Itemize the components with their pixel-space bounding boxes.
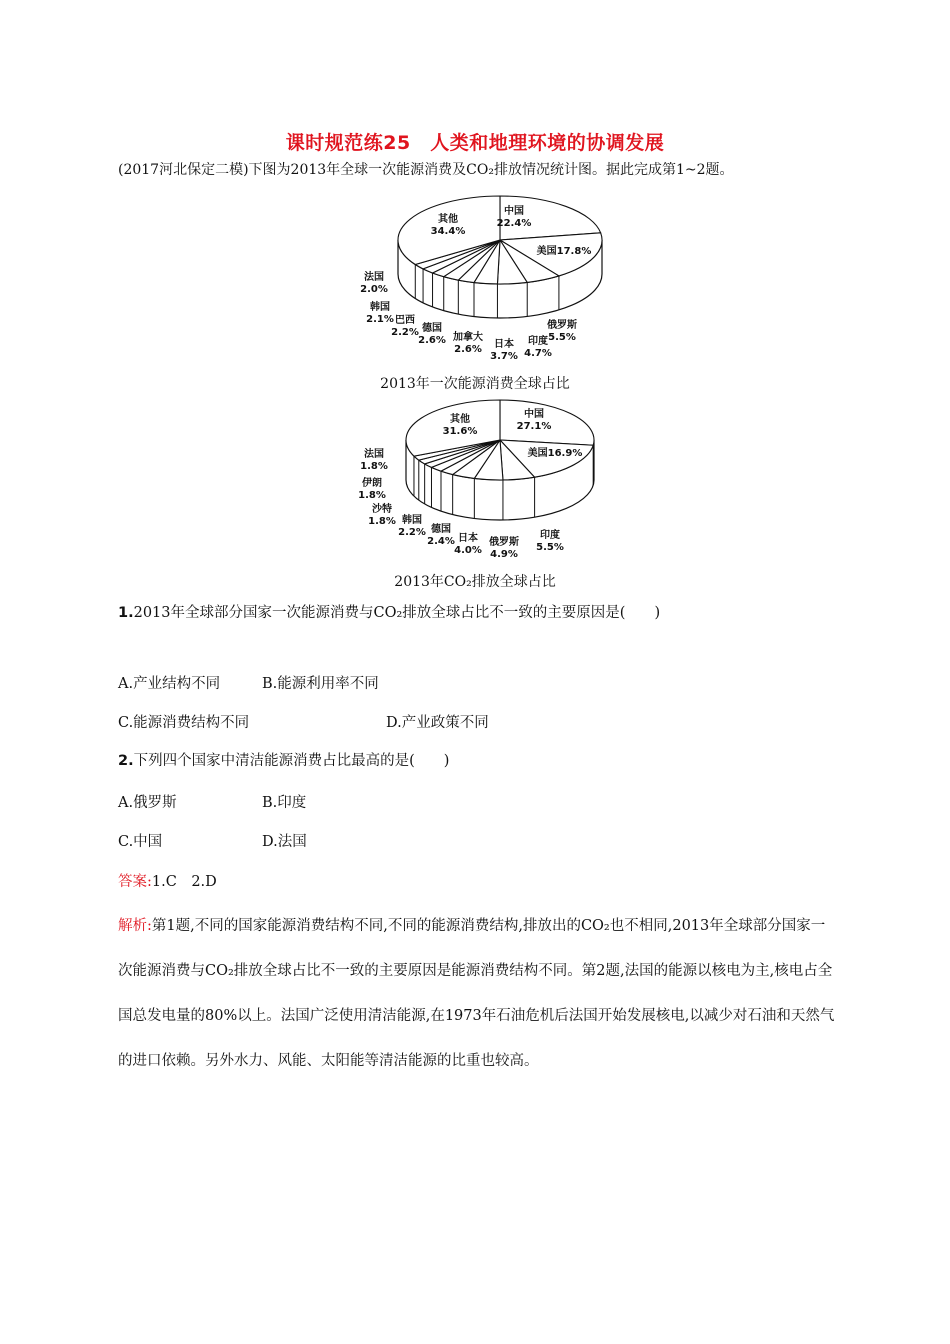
explanation-text: 第1题,不同的国家能源消费结构不同,不同的能源消费结构,排放出的CO₂也不相同,2013年全球部分国家一次能源消费与CO₂排放全球占比不一致的主要原因是能源消费结构不同。第2题,法国的能源以核电为主,核电占全国总发电量的80%以上。法国广泛使用清洁能源,在1973年石油危机后法国开始发展核电,以减少对石油和天然气的进口依赖。另外水力、风能、太阳能等清洁能源的比重也较高。: [118, 918, 835, 1069]
slice-label-name: 韩国: [370, 302, 390, 313]
slice-label-value: 2.2%: [391, 327, 419, 338]
slice-label-name: 印度: [528, 336, 548, 347]
slice-label-name: 俄罗斯: [489, 537, 519, 548]
q2-option-d[interactable]: D.法国: [262, 834, 307, 850]
slice-label-name: 日本: [458, 533, 478, 544]
question-2-number: 2.: [118, 753, 134, 769]
q1-option-d[interactable]: D.产业政策不同: [386, 715, 489, 731]
slice-label-value: 4.9%: [490, 549, 518, 560]
explanation-label: 解析:: [118, 918, 152, 934]
slice-label-name: 其他: [438, 214, 458, 225]
slice-label-value: 4.0%: [454, 545, 482, 556]
q1-option-c[interactable]: C.能源消费结构不同: [118, 715, 250, 731]
chart-caption-co2: 2013年CO₂排放全球占比: [394, 574, 556, 590]
pie-chart-energy: [350, 190, 610, 372]
slice-label-value: 2.6%: [418, 335, 446, 346]
slice-label-value: 5.5%: [548, 332, 576, 343]
slice-label-value: 27.1%: [516, 421, 552, 432]
answer-label: 答案:: [118, 874, 152, 890]
slice-label-name: 德国: [422, 323, 442, 334]
question-1-text: 2013年全球部分国家一次能源消费与CO₂排放全球占比不一致的主要原因是( ): [133, 605, 661, 621]
pie-chart-co2: [350, 398, 610, 568]
slice-label-name: 日本: [494, 339, 514, 350]
q1-option-b[interactable]: B.能源利用率不同: [262, 676, 379, 692]
slice-label-value: 2.2%: [398, 527, 426, 538]
slice-label-value: 31.6%: [442, 426, 478, 437]
question-1-number: 1.: [118, 605, 134, 621]
slice-label-value: 1.8%: [368, 516, 396, 527]
slice-label-name: 加拿大: [453, 332, 483, 343]
question-2: [118, 750, 449, 772]
slice-label-name: 中国: [504, 206, 524, 217]
slice-label-name: 巴西: [395, 315, 415, 326]
slice-label-value: 22.4%: [496, 218, 532, 229]
explanation: [118, 904, 838, 1084]
slice-label-name: 美国17.8%: [536, 246, 592, 257]
slice-label-value: 5.5%: [536, 542, 564, 553]
slice-label-name: 其他: [450, 414, 470, 425]
slice-label-value: 2.0%: [360, 284, 388, 295]
q2-option-b[interactable]: B.印度: [262, 795, 307, 811]
slice-label-name: 法国: [364, 272, 384, 283]
q2-option-c[interactable]: C.中国: [118, 834, 163, 850]
slice-label-value: 1.8%: [358, 490, 386, 501]
slice-label-name: 印度: [540, 530, 560, 541]
slice-label-value: 1.8%: [360, 461, 388, 472]
slice-label-value: 2.6%: [454, 344, 482, 355]
slice-label-value: 3.7%: [490, 351, 518, 362]
slice-label-name: 伊朗: [362, 478, 382, 489]
slice-label-value: 4.7%: [524, 348, 552, 359]
intro-text: (2017河北保定二模)下图为2013年全球一次能源消费及CO₂排放情况统计图。据此完成第1~2题。: [118, 162, 734, 178]
question-2-text: 下列四个国家中清洁能源消费占比最高的是( ): [133, 753, 450, 769]
slice-label-name: 韩国: [402, 515, 422, 526]
chart-caption-energy: 2013年一次能源消费全球占比: [380, 376, 570, 392]
slice-label-value: 2.1%: [366, 314, 394, 325]
q2-option-a[interactable]: A.俄罗斯: [118, 795, 177, 811]
question-1: [118, 602, 660, 624]
slice-label-name: 美国16.9%: [527, 448, 583, 459]
slice-label-name: 中国: [524, 409, 544, 420]
slice-label-value: 2.4%: [427, 536, 455, 547]
slice-label-name: 沙特: [372, 504, 392, 515]
slice-label-name: 俄罗斯: [547, 320, 577, 331]
q1-option-a[interactable]: A.产业结构不同: [118, 676, 221, 692]
answer-text: 1.C 2.D: [151, 874, 217, 890]
slice-label-value: 34.4%: [430, 226, 466, 237]
page-title: 课时规范练25 人类和地理环境的协调发展: [285, 132, 665, 154]
slice-label-name: 德国: [431, 524, 451, 535]
slice-label-name: 法国: [364, 449, 384, 460]
answer-line: [118, 870, 217, 891]
